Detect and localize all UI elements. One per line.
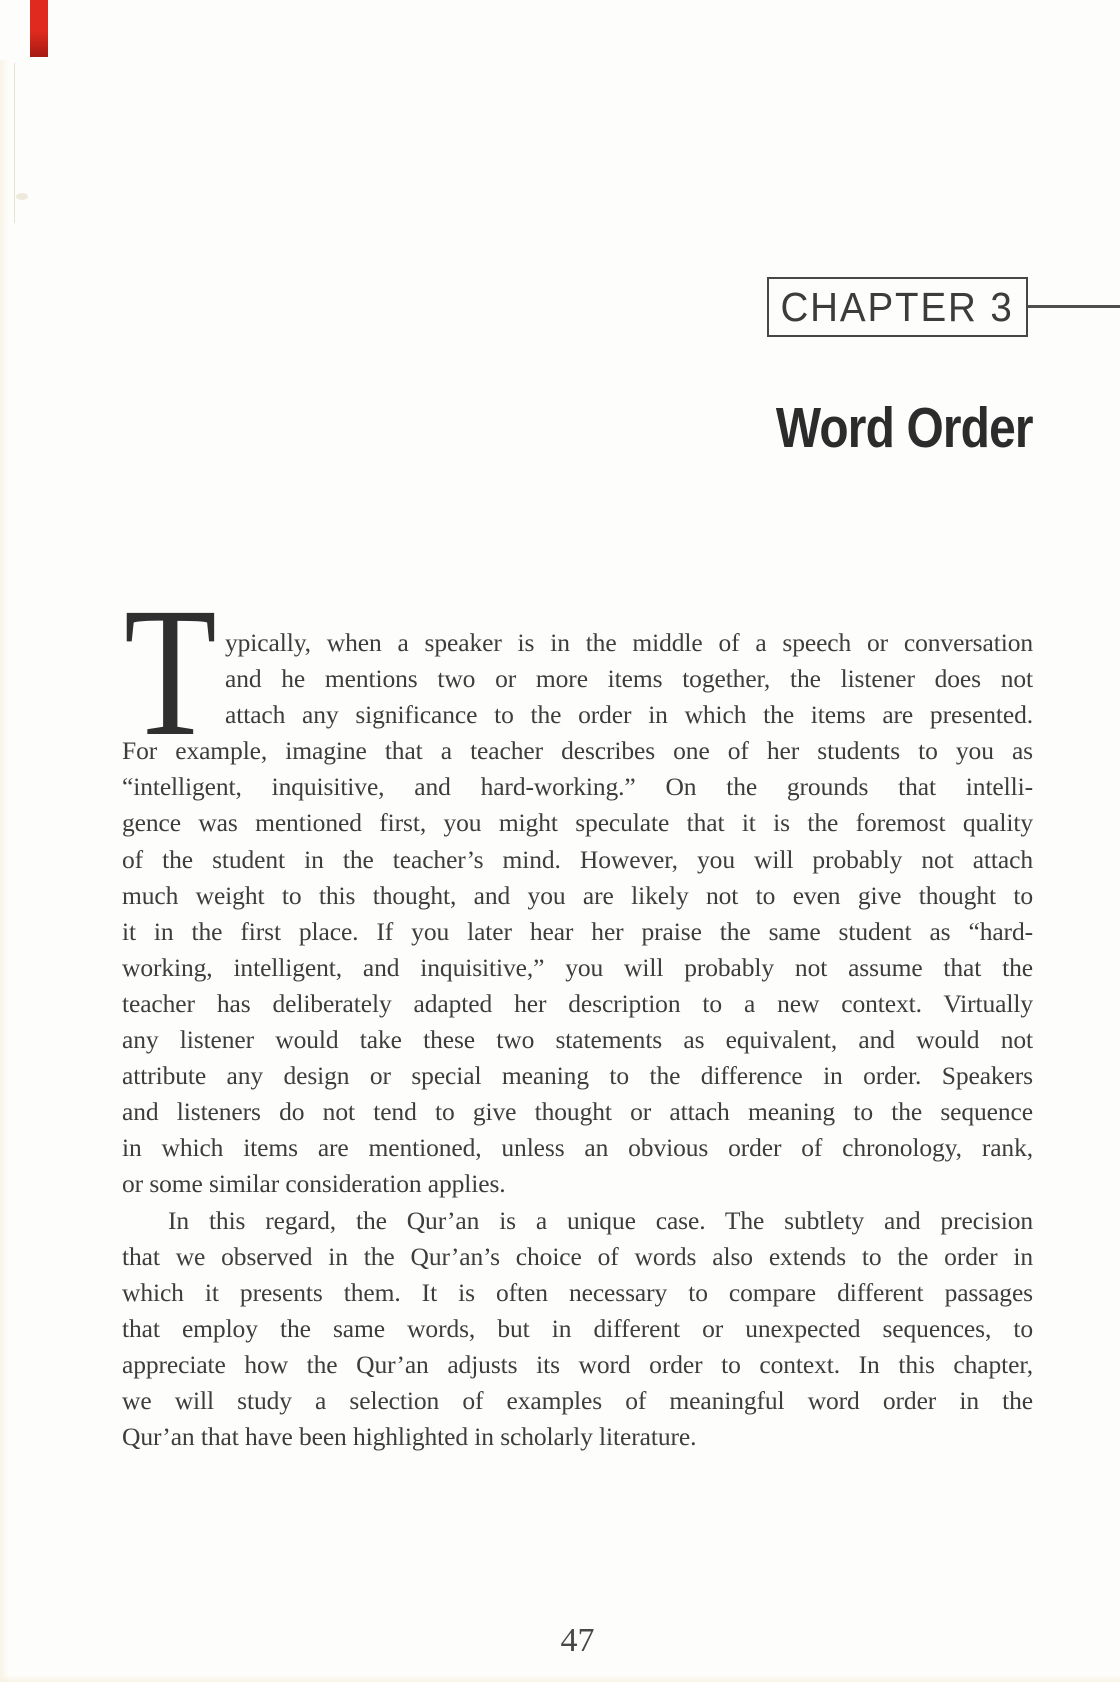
body-line: In this regard, the Qur’an is a unique case. The subtlety and precision	[168, 1205, 1033, 1235]
page-title: Word Order	[776, 396, 1033, 460]
body-line: and listeners do not tend to give thought or attach meaning to the sequence	[122, 1097, 1033, 1127]
scan-page-edge-line	[14, 63, 15, 223]
body-line: attribute any design or special meaning to the difference in order. Speakers	[122, 1061, 1033, 1091]
body-line: appreciate how the Qur’an adjusts its word order to context. In this chapter,	[122, 1349, 1033, 1379]
paragraph-1	[122, 625, 1033, 1203]
body-line: For example, imagine that a teacher describes one of her students to you as	[122, 736, 1033, 766]
body-line: that we observed in the Qur’an’s choice of words also extends to the order in	[122, 1241, 1033, 1271]
red-bookmark-stripe	[30, 0, 48, 57]
body-line: much weight to this thought, and you are likely not to even give thought to	[122, 880, 1033, 910]
body-line: we will study a selection of examples of meaningful word order in the	[122, 1385, 1033, 1415]
body-line: working, intelligent, and inquisitive,” you will probably not assume that the	[122, 952, 1033, 982]
page-number: 47	[560, 1622, 595, 1659]
body-line: teacher has deliberately adapted her description to a new context. Virtually	[122, 988, 1033, 1018]
body-line: or some similar consideration applies.	[122, 1169, 506, 1199]
scan-left-edge-artifact	[0, 60, 9, 1682]
chapter-label: CHAPTER 3	[780, 283, 1015, 330]
body-line: of the student in the teacher’s mind. However, you will probably not attach	[122, 844, 1033, 874]
body-line: Qur’an that have been highlighted in scholarly literature.	[122, 1422, 697, 1452]
body-text	[122, 570, 1033, 1455]
body-line: ypically, when a speaker is in the middle of a speech or conversation	[225, 628, 1033, 657]
body-line: that employ the same words, but in different or unexpected sequences, to	[122, 1313, 1033, 1343]
scan-bottom-edge-artifact	[0, 1675, 1120, 1682]
body-line: attach any significance to the order in which the items are presented.	[225, 700, 1033, 730]
body-line: which it presents them. It is often necessary to compare different passages	[122, 1277, 1033, 1307]
scan-smudge	[16, 193, 28, 200]
body-line: any listener would take these two statements as equivalent, and would not	[122, 1025, 1033, 1055]
drop-cap: T	[124, 570, 217, 775]
body-line: “intelligent, inquisitive, and hard-working.” On the grounds that intelli-	[122, 772, 1033, 802]
paragraph-2	[122, 1203, 1033, 1456]
body-line: in which items are mentioned, unless an obvious order of chronology, rank,	[122, 1133, 1033, 1163]
body-line: it in the first place. If you later hear her praise the same student as “hard-	[122, 916, 1033, 946]
body-line: and he mentions two or more items together, the listener does not	[225, 664, 1033, 694]
body-line: gence was mentioned first, you might speculate that it is the foremost quality	[122, 808, 1033, 838]
chapter-box	[767, 277, 1028, 337]
chapter-rule-line	[1028, 305, 1120, 308]
